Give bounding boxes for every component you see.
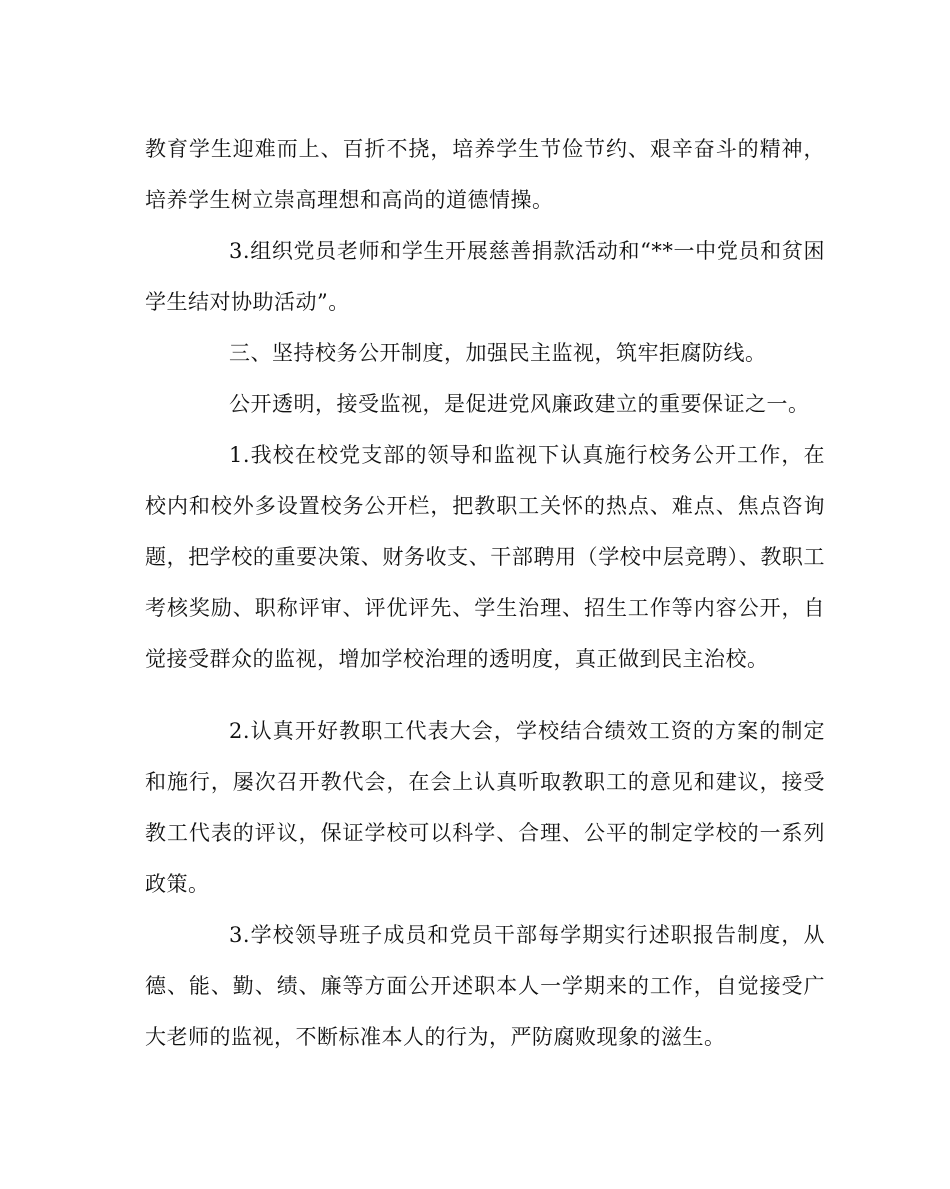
- paragraph-item-1-openness: 1.我校在校党支部的领导和监视下认真施行校务公开工作，在校内和校外多设置校务公开栏，把教职工关怀的热点、难点、焦点咨询题，把学校的重要决策、财务收支、干部聘用（学校中层竞聘）、教职工考核奖励、职称评审、评优评先、学生治理、招生工作等内容公开，自觉接受群众的监视，增加学校治理的透明度，真正做到民主治校。: [145, 443, 825, 671]
- paragraph-item-2-congress: 2.认真开好教职工代表大会，学校结合绩效工资的方案的制定和施行，屡次召开教代会，在会上认真听取教职工的意见和建议，接受教工代表的评议，保证学校可以科学、合理、公平的制定学校的一系列政策。: [145, 719, 825, 896]
- paragraph-item-3-reporting: 3.学校领导班子成员和党员干部每学期实行述职报告制度，从德、能、勤、绩、廉等方面公开述职本人一学期来的工作，自觉接受广大老师的监视，不断标准本人的行为，严防腐败现象的滋生。: [145, 923, 825, 1049]
- paragraph-continuation: 教育学生迎难而上、百折不挠，培养学生节俭节约、艰辛奋斗的精神，培养学生树立崇高理想和高尚的道德情操。: [145, 137, 825, 212]
- section-heading-3: 三、坚持校务公开制度，加强民主监视，筑牢拒腐防线。: [229, 341, 767, 365]
- paragraph-item-3-charity: 3.组织党员老师和学生开展慈善捐款活动和“**一中党员和贫困学生结对协助活动”。: [145, 239, 825, 314]
- paragraph-intro: 公开透明，接受监视，是促进党风廉政建立的重要保证之一。: [229, 392, 810, 416]
